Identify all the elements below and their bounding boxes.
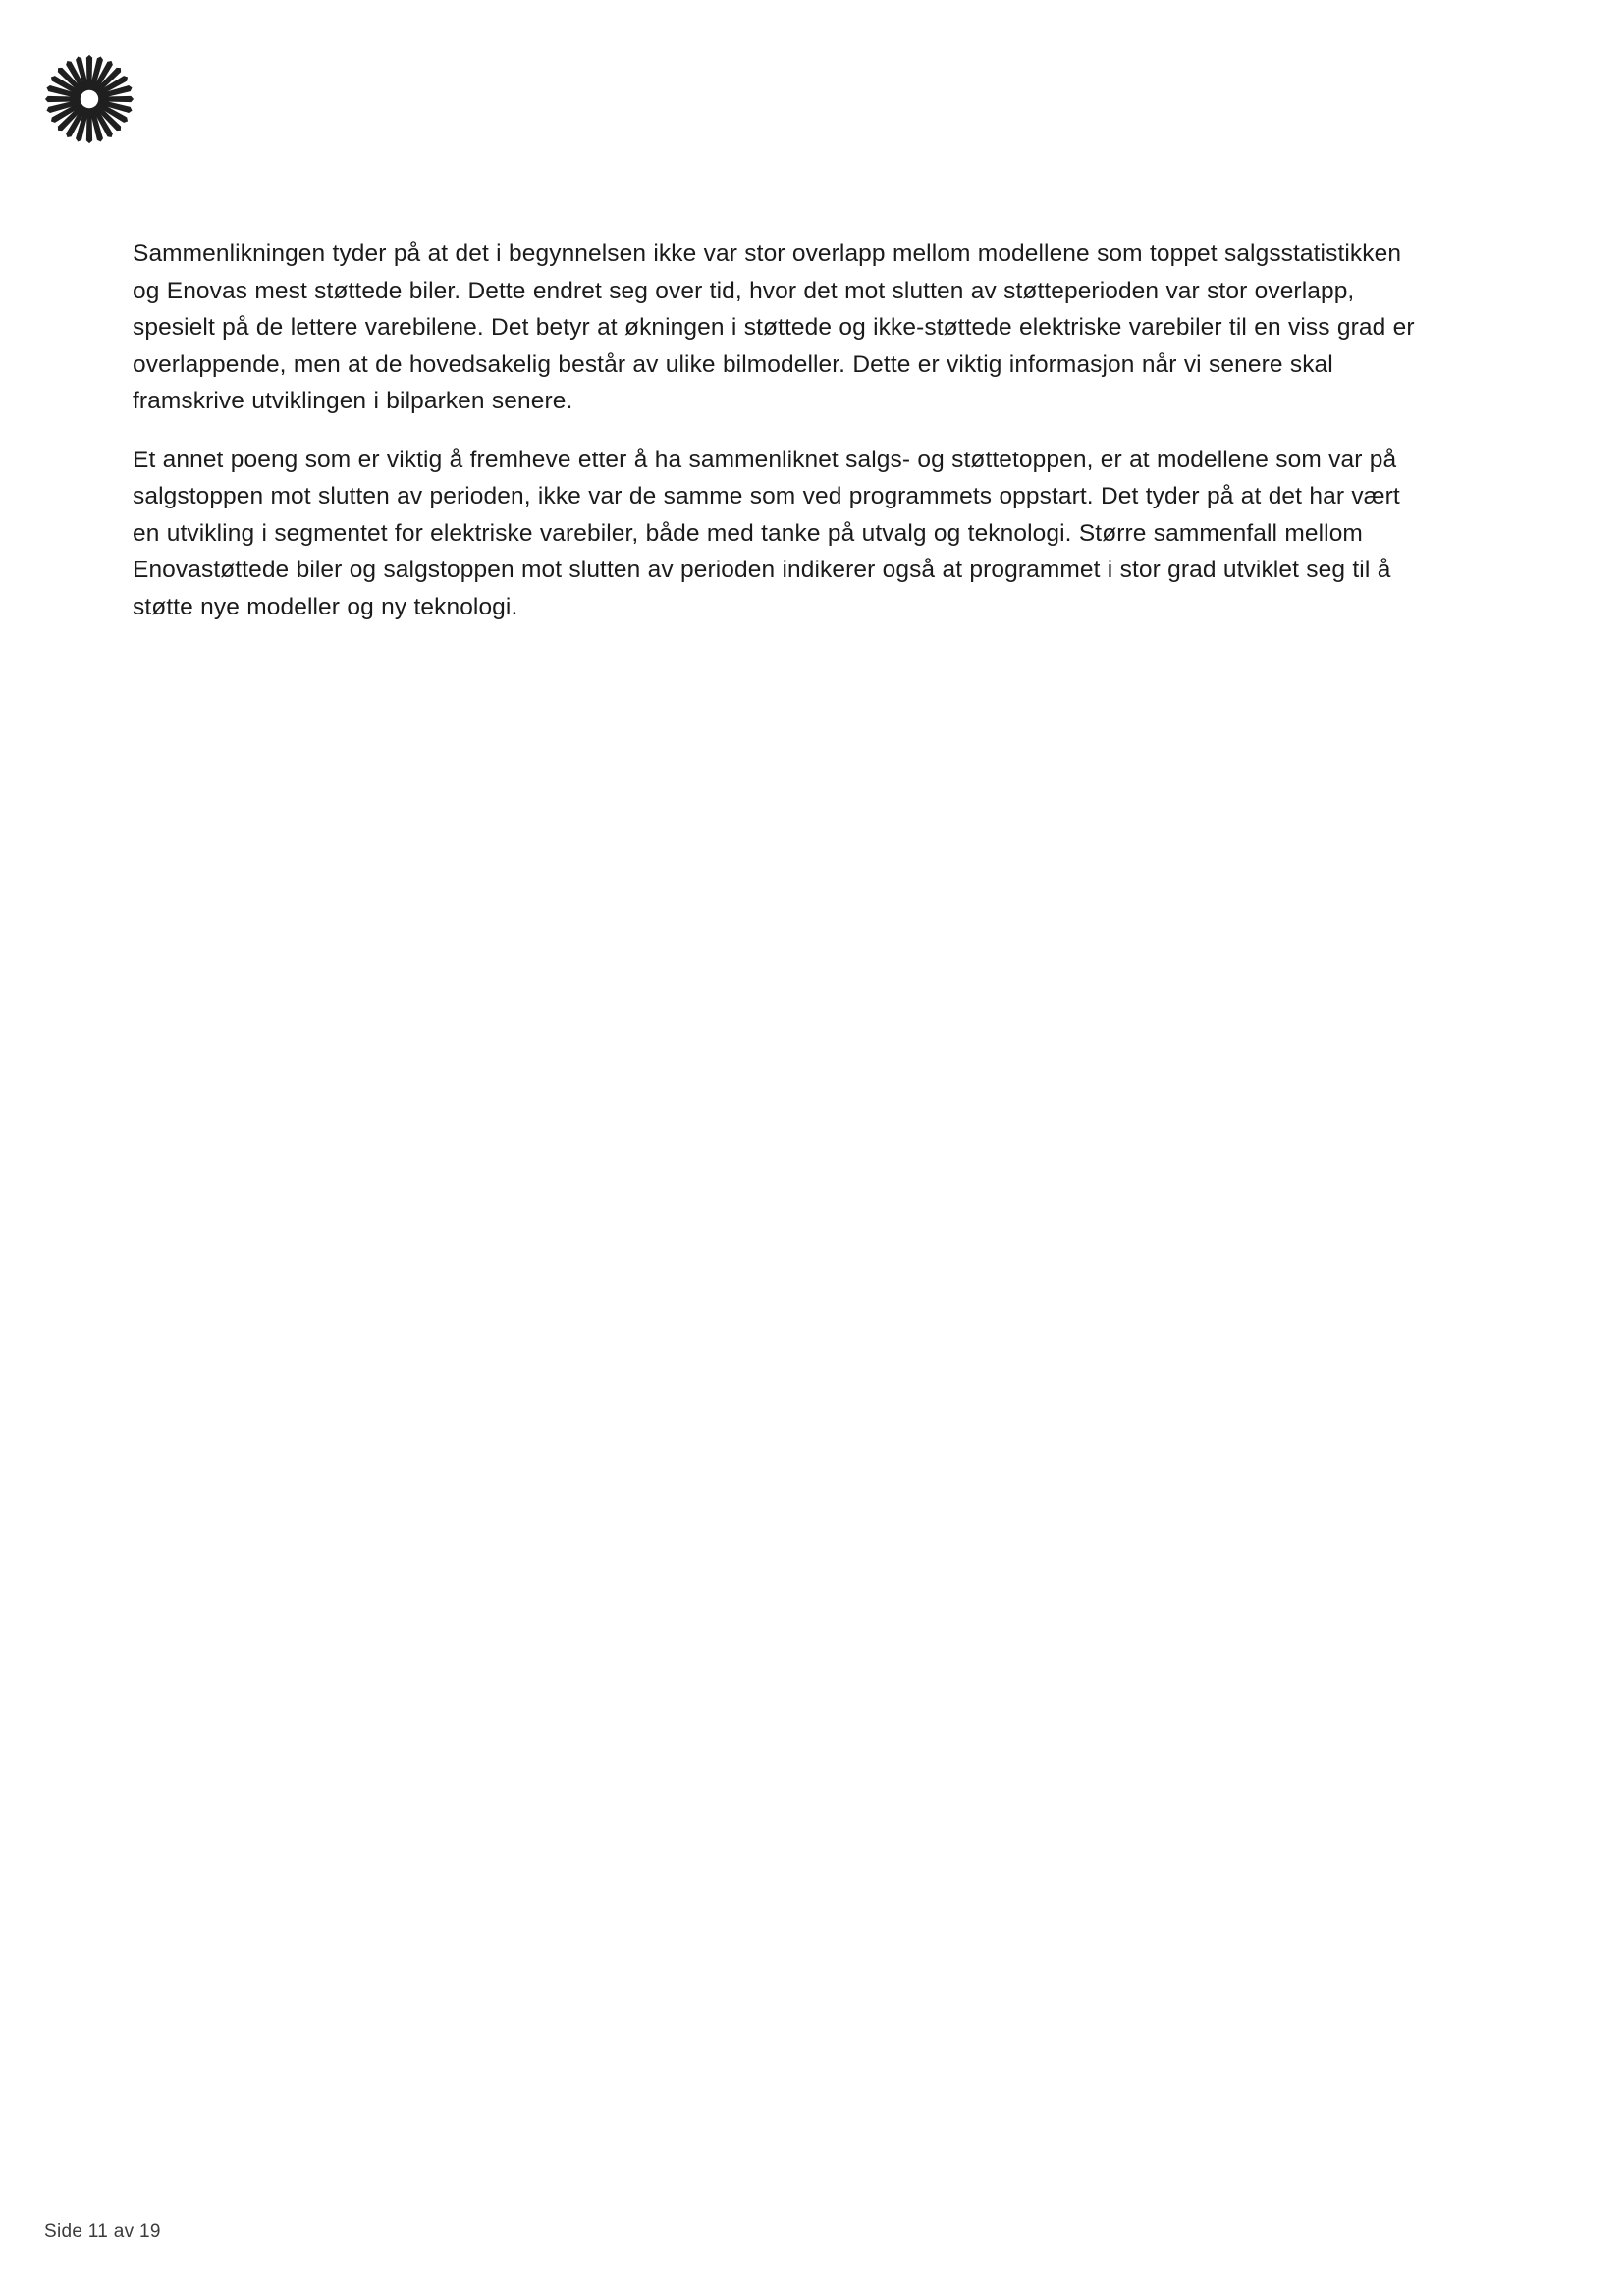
starburst-logo-icon <box>44 54 135 144</box>
body-paragraph: Sammenlikningen tyder på at det i begynnelsen ikke var stor overlapp mellom modellene som toppet salgsstatistikken og Enovas mest støttede biler. Dette endret seg over tid, hvor det mot slutten av støtteperioden var stor overlapp, spesielt på de lettere varebilene. Det betyr at økningen i støttede og ikke-støttede elektriske varebiler til en viss grad er overlappende, men at de hovedsakelig består av ulike bilmodeller. Dette er viktig informasjon når vi senere skal framskrive utviklingen i bilparken senere. <box>133 240 1415 414</box>
page-number: Side 11 av 19 <box>44 2221 161 2242</box>
page-footer <box>0 2168 1624 2296</box>
page-header <box>0 0 1624 147</box>
body-paragraph: Et annet poeng som er viktig å fremheve etter å ha sammenliknet salgs- og støttetoppen, er at modellene som var på salgstoppen mot slutten av perioden, ikke var de samme som ved programmets oppstart. Det tyder på at det har vært en utvikling i segmentet for elektriske varebiler, både med tanke på utvalg og teknologi. Større sammenfall mellom Enovastøttede biler og salgstoppen mot slutten av perioden indikerer også at programmet i stor grad utviklet seg til å støtte nye modeller og ny teknologi. <box>133 446 1400 620</box>
document-body <box>133 236 1429 625</box>
